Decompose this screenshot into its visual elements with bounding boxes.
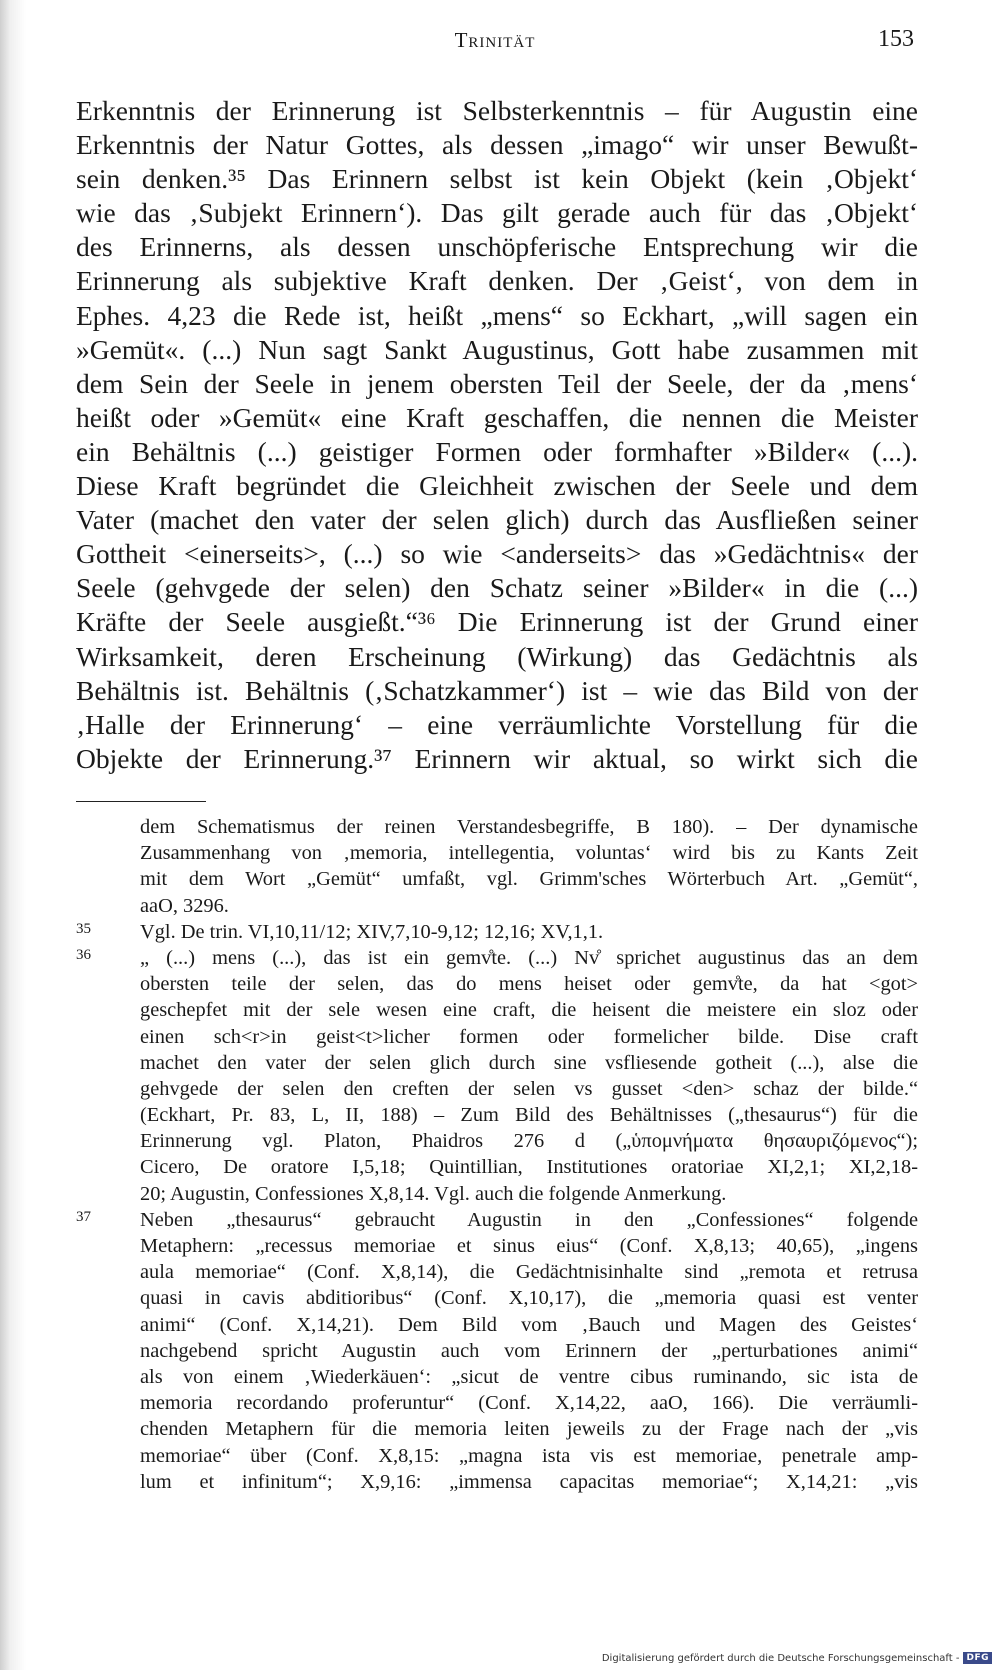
footnote-line: Vgl. De trin. VI,10,11/12; XIV,7,10-9,12; 12,16; XV,1,1. [140,920,604,943]
body-line: Erkenntnis der Erinnerung ist Selbsterkenntnis – für Augustin eine [76,95,918,126]
footnote-line: 20; Augustin, Confessiones X,8,14. Vgl. auch die folgende Anmerkung. [140,1182,727,1205]
body-line: Seele (gehvgede der selen) den Schatz seiner »Bilder« in die (...) [76,572,918,604]
body-line: Objekte der Erinnerung.³⁷ Erinnern wir aktual, so wirkt sich die [76,742,918,774]
footnote-line: aula memoriae“ (Conf. X,8,14), die Gedächtnisinhalte sind „remota et retrusa [140,1261,918,1284]
footnote-line: animi“ (Conf. X,14,21). Dem Bild vom ‚Bauch und Magen des Geistes‘ [140,1313,918,1336]
footnote-line: nachgebend spricht Augustin auch vom Erinnern der „perturbationes animi“ [140,1339,918,1362]
digitization-credit [602,1652,992,1664]
footnote-line: gehvgede der selen den creften der selen vs gusset <den> schaz der bilde.“ [140,1077,918,1100]
footnote-continuation [76,814,918,919]
body-line: Kräfte der Seele ausgießt.“³⁶ Die Erinnerung ist der Grund einer [76,606,918,638]
footnote-line: lum et infinitum“; X,9,16: „immensa capacitas memoriae“; X,14,21: „vis [140,1470,918,1493]
footnote-line: Neben „thesaurus“ gebraucht Augustin in den „Confessiones“ folgende [140,1208,918,1231]
footnote-number: 35 [76,920,91,937]
footnote-line: Zusammenhang von ‚memoria, intellegentia, voluntas‘ wird bis zu Kants Zeit [140,842,918,865]
footnote-37 [76,1207,918,1495]
footnote-line: Cicero, De oratore I,5,18; Quintillian, Institutiones oratoriae XI,2,1; XI,2,18- [140,1156,918,1179]
footnote-line: „ (...) mens (...), das ist ein gemv̊te. (...) Nv̊ sprichet augustinus das an dem [140,946,918,969]
footnote-line: quasi in cavis abditioribus“ (Conf. X,10,17), die „memoria quasi est venter [140,1287,918,1310]
footnote-line: geschepfet mit der sele wesen eine craft, die heisent die meistere ein sloz oder [140,999,918,1022]
footnote-line: aaO, 3296. [140,894,229,917]
footnote-line: Erinnerung vgl. Platon, Phaidros 276 d („ὑπομνήματα θησαυριζόμενος“); [140,1130,918,1153]
footnote-line: Metaphern: „recessus memoriae et sinus eius“ (Conf. X,8,13; 40,65), „ingens [140,1235,918,1257]
footnote-36 [76,945,918,1207]
body-line: ‚Halle der Erinnerung‘ – eine verräumlichte Vorstellung für die [76,708,918,740]
body-line: wie das ‚Subjekt Erinnern‘). Das gilt gerade auch für das ‚Objekt‘ [76,197,918,229]
footnote-line: machet den vater der selen glich durch sine vsfliesende gotheit (...), alse die [140,1051,918,1074]
body-line: »Gemüt«. (...) Nun sagt Sankt Augustinus, Gott habe zusammen mit [76,333,918,365]
footnote-line: einen sch<r>in geist<t>licher formen oder formelicher bilde. Dise craft [140,1025,918,1048]
main-body-text [76,94,918,776]
body-line: dem Sein der Seele in jenem obersten Teil der Seele, der da ‚mens‘ [76,367,918,399]
footnote-line: memoriae“ über (Conf. X,8,15: „magna ista vis est memoriae, penetrale amp- [140,1444,918,1467]
body-line: des Erinnerns, als dessen unschöpferische Entsprechung wir die [76,231,918,263]
body-line: Ephes. 4,23 die Rede ist, heißt „mens“ so Eckhart, „will sagen ein [76,299,918,331]
credit-text: Digitalisierung gefördert durch die Deutsche Forschungsgemeinschaft - [601,1652,960,1664]
body-line: ein Behältnis (...) geistiger Formen oder formhafter »Bilder« (...). [76,435,918,467]
footnote-35 [76,919,918,945]
page-header [76,22,914,62]
body-line: Gottheit <einerseits>, (...) so wie <anderseits> das »Gedächtnis« der [76,538,918,570]
page-number: 153 [878,26,914,52]
body-line: Behältnis ist. Behältnis (‚Schatzkammer‘) ist – wie das Bild von der [76,674,918,706]
footnote-line: als von einem ‚Wiederkäuen‘: „sicut de ventre cibus ruminando, sic ista de [140,1365,918,1388]
footnote-line: obersten teile der selen, das do mens heiset oder gemv̊te, da hat <got> [140,973,918,996]
footnote-line: memoria recordando proferuntur“ (Conf. X,14,22, aaO, 166). Die verräumli- [140,1392,918,1415]
body-line: sein denken.³⁵ Das Erinnern selbst ist kein Objekt (kein ‚Objekt‘ [76,163,918,195]
footnote-line: chenden Metaphern für die memoria leiten jeweils zu der Frage nach der „vis [140,1418,918,1441]
footnote-number: 36 [76,946,91,963]
body-line: Erkenntnis der Natur Gottes, als dessen „imago“ wir unser Bewußt- [76,129,918,161]
body-line: Wirksamkeit, deren Erscheinung (Wirkung) das Gedächtnis als [76,640,918,672]
footnote-line: dem Schematismus der reinen Verstandesbegriffe, B 180). – Der dynamische [140,816,918,838]
body-line: Diese Kraft begründet die Gleichheit zwischen der Seele und dem [76,470,918,502]
body-line: Erinnerung als subjektive Kraft denken. Der ‚Geist‘, von dem in [76,265,918,297]
footnote-line: mit dem Wort „Gemüt“ umfaßt, vgl. Grimm'sches Wörterbuch Art. „Gemüt“, [140,868,918,891]
footnote-number: 37 [76,1208,91,1225]
running-title: Trinität [454,28,536,52]
body-line: Vater (machet den vater der selen glich) durch das Ausfließen seiner [76,504,918,536]
dfg-logo: DFG [963,1652,992,1664]
body-line: heißt oder »Gemüt« eine Kraft geschaffen, die nennen die Meister [76,401,918,433]
footnotes-section [76,814,918,1495]
footnote-separator [76,801,206,802]
footnote-line: (Eckhart, Pr. 83, L, II, 188) – Zum Bild des Behältnisses („thesaurus“) für die [140,1104,918,1127]
